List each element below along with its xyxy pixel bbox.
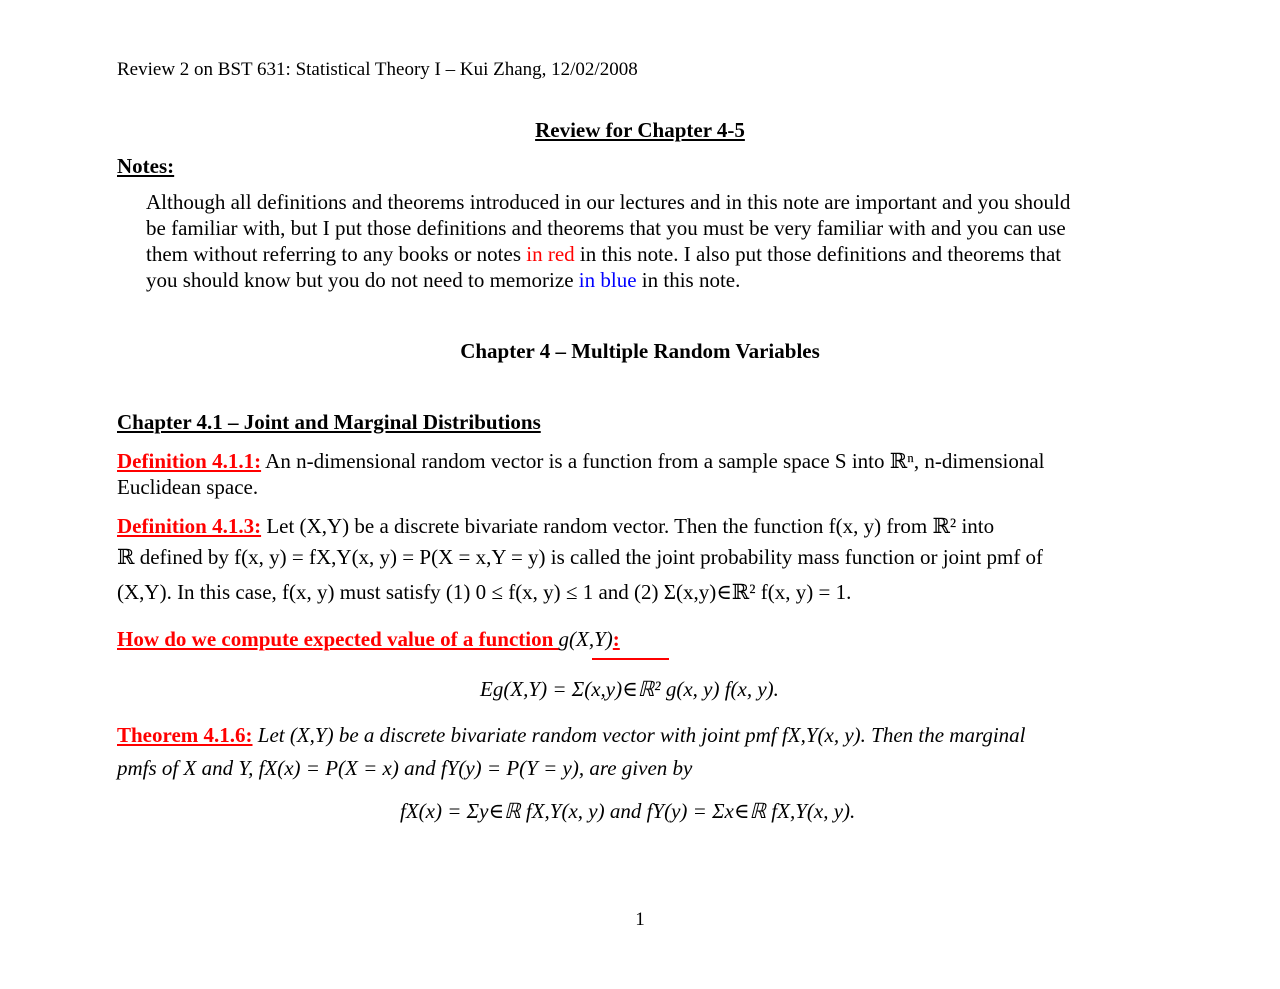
definition-4-1-3	[117, 514, 994, 539]
expected-value-heading	[117, 627, 620, 652]
expected-value-formula: Eg(X,Y) = Σ(x,y)∈ℝ² g(x, y) f(x, y).	[480, 677, 779, 701]
definition-4-1-1-line-2: Euclidean space.	[117, 475, 259, 499]
definition-4-1-3-line-2: ℝ defined by f(x, y) = fX,Y(x, y) = P(X = x,Y = y) is called the joint probability mass function or joint pmf of	[117, 545, 1044, 569]
definition-4-1-1-text: An n-dimensional random vector is a function from a sample space S into ℝⁿ, n-dimensional	[261, 449, 1045, 473]
chapter-title: Chapter 4 – Multiple Random Variables	[460, 339, 820, 363]
marginal-pmf-formula: fX(x) = Σy∈ℝ fX,Y(x, y) and fY(y) = Σx∈ℝ fX,Y(x, y).	[400, 799, 856, 823]
red-highlight-text: in red	[526, 242, 575, 266]
section-title: Chapter 4.1 – Joint and Marginal Distributions	[117, 410, 541, 434]
notes-line-4-text-b: in this note.	[636, 268, 741, 292]
theorem-4-1-6-line-2: pmfs of X and Y, fX(x) = P(X = x) and fY(y) = P(Y = y), are given by	[117, 756, 693, 780]
theorem-4-1-6-label: Theorem 4.1.6:	[117, 723, 253, 747]
notes-line-2: be familiar with, but I put those definitions and theorems that you must be very familiar with and you can use	[146, 216, 1066, 240]
notes-line-4	[146, 267, 740, 293]
expected-value-colon: :	[612, 627, 620, 651]
blue-highlight-text: in blue	[578, 268, 637, 292]
definition-4-1-3-text: Let (X,Y) be a discrete bivariate random vector. Then the function f(x, y) from ℝ² into	[261, 514, 995, 538]
definition-4-1-1-label: Definition 4.1.1:	[117, 449, 262, 473]
notes-line-3-text-b: in this note. I also put those definitions and theorems that	[574, 242, 1062, 266]
definition-4-1-3-line-3: (X,Y). In this case, f(x, y) must satisfy (1) 0 ≤ f(x, y) ≤ 1 and (2) Σ(x,y)∈ℝ² f(x, y) = 1.	[117, 580, 852, 604]
notes-line-3	[146, 241, 1061, 267]
notes-heading: Notes:	[117, 154, 175, 178]
running-header: Review 2 on BST 631: Statistical Theory I – Kui Zhang, 12/02/2008	[117, 59, 638, 80]
notes-line-3-text-a: them without referring to any books or notes	[146, 242, 527, 266]
definition-4-1-3-label: Definition 4.1.3:	[117, 514, 262, 538]
red-underline	[592, 658, 669, 660]
notes-line-4-text-a: you should know but you do not need to memorize	[146, 268, 579, 292]
definition-4-1-1	[117, 449, 1044, 474]
expected-value-label: How do we compute expected value of a function	[117, 627, 559, 651]
theorem-4-1-6-text: Let (X,Y) be a discrete bivariate random vector with joint pmf fX,Y(x, y). Then the marginal	[252, 723, 1026, 747]
expected-value-expression: g(X,Y)	[558, 627, 613, 651]
notes-line-1: Although all definitions and theorems introduced in our lectures and in this note are important and you should	[146, 190, 1071, 214]
page-number: 1	[635, 909, 645, 930]
page-title: Review for Chapter 4-5	[535, 118, 745, 142]
theorem-4-1-6	[117, 723, 1026, 748]
